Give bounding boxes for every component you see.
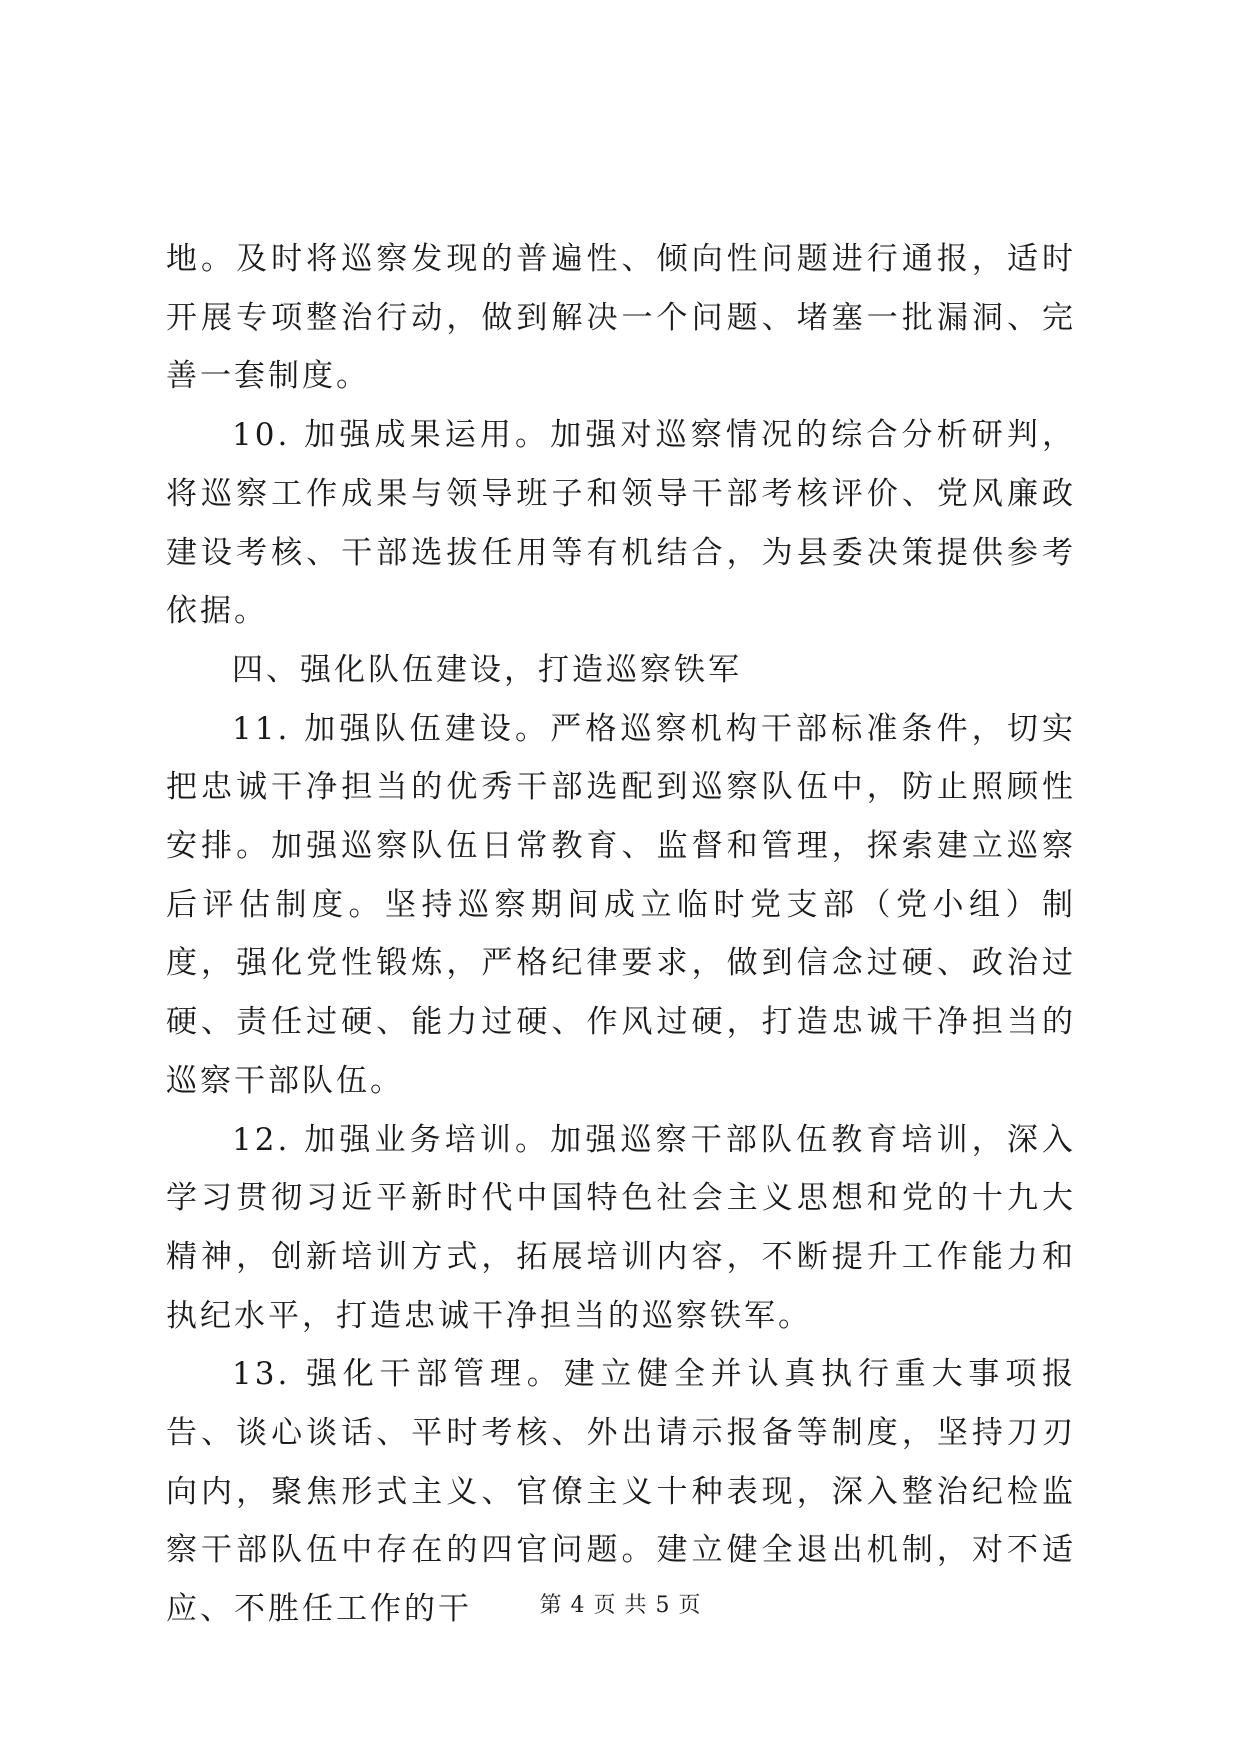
paragraph-item-10: 10. 加强成果运用。加强对巡察情况的综合分析研判，将巡察工作成果与领导班子和领导干部考核评价、党风廉政建设考核、干部选拔任用等有机结合，为县委决策提供参考依据。 [166,417,1076,630]
paragraph-item-12: 12. 加强业务培训。加强巡察干部队伍教育培训，深入学习贯彻习近平新时代中国特色社会主义思想和党的十九大精神，创新培训方式，拓展培训内容，不断提升工作能力和执纪水平，打造忠诚干净担当的巡察铁军。 [166,1121,1076,1334]
paragraph-item-11: 11. 加强队伍建设。严格巡察机构干部标准条件，切实把忠诚干净担当的优秀干部选配到巡察队伍中，防止照顾性安排。加强巡察队伍日常教育、监督和管理，探索建立巡察后评估制度。坚持巡察期间成立临时党支部（党小组）制度，强化党性锻炼，严格纪律要求，做到信念过硬、政治过硬、责任过硬、能力过硬、作风过硬，打造忠诚干净担当的巡察干部队伍。 [166,710,1076,1099]
paragraph-continuation: 地。及时将巡察发现的普遍性、倾向性问题进行通报，适时开展专项整治行动，做到解决一个问题、堵塞一批漏洞、完善一套制度。 [166,241,1076,395]
page-number-footer: 第 4 页 共 5 页 [539,1593,702,1618]
paragraph-item-13: 13. 强化干部管理。建立健全并认真执行重大事项报告、谈心谈话、平时考核、外出请示报备等制度，坚持刀刃向内，聚焦形式主义、官僚主义十种表现，深入整治纪检监察干部队伍中存在的四官问题。建立健全退出机制，对不适应、不胜任工作的干 [166,1356,1076,1628]
section-heading-4: 四、强化队伍建设，打造巡察铁军 [232,651,742,688]
document-body [166,230,1076,1639]
